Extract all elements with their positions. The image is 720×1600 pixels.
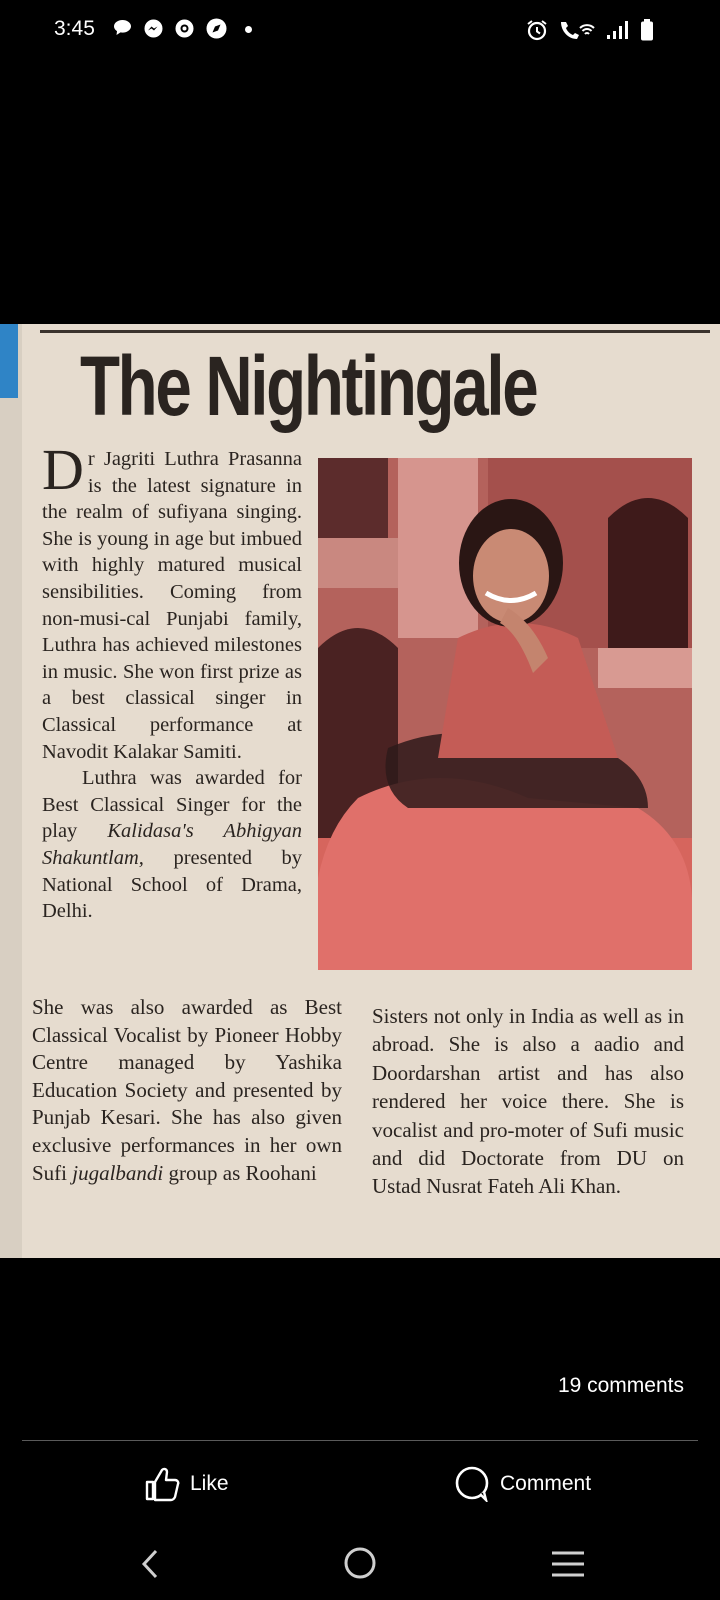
compass-icon	[206, 18, 227, 39]
comments-count[interactable]: 19 comments	[557, 1374, 684, 1397]
paragraph-2-text: Luthra was awarded for Best Classical Singer for the play	[42, 767, 302, 843]
paragraph-2-end: presented by National School of Drama, Delhi.	[42, 846, 302, 923]
article-paragraph-1	[42, 437, 302, 765]
wifi-call-icon	[558, 19, 596, 41]
back-icon[interactable]	[138, 1548, 162, 1580]
app-icon	[175, 19, 194, 38]
status-time: 3:45	[54, 17, 95, 40]
divider	[22, 1440, 698, 1441]
singer-portrait	[318, 458, 692, 970]
article-column-bottom-right: Sisters not only in India as well as in abroad. She is also a aadio and Doordarshan artist and has also rendered her voice there. She is vocalist and pro-moter of Sufi music and did Doctorate from DU on Ustad Nusrat Fateh Ali Khan.	[372, 1004, 684, 1199]
dropcap: D	[42, 437, 84, 502]
recents-icon[interactable]	[550, 1550, 586, 1578]
battery-icon	[640, 19, 654, 41]
alarm-icon	[526, 19, 548, 41]
comment-button[interactable]	[454, 1462, 591, 1506]
article-paragraph-2	[42, 765, 302, 925]
bottom-left-text: She was also awarded as Best Classical Vocalist by Pioneer Hobby Centre managed by Yashika Education Society and presented by Punjab Kesari. She has also given exclusive performances in her own Sufi	[32, 995, 342, 1185]
article-headline: The Nightingale	[80, 339, 537, 433]
photo-tab	[0, 324, 18, 398]
rule-line	[40, 330, 710, 333]
post-photo[interactable]	[0, 324, 720, 1258]
chat-bubble-icon	[113, 19, 132, 36]
paragraph-1-text: r Jagriti Luthra Prasanna is the latest signature in the realm of sufiyana singing. She is young in age but imbued with highly matured musical sensibilities. Coming from non-musi-cal Punjabi family, Luthra has achieved milestones in music. She won first prize as a best classical singer in Classical performance at Navodit Kalakar Samiti.	[42, 448, 302, 763]
bottom-left-end: group as Roohani	[163, 1160, 317, 1185]
messenger-icon	[144, 19, 163, 38]
comment-bubble-icon	[454, 1466, 490, 1502]
like-button[interactable]	[144, 1462, 229, 1506]
status-bar	[0, 0, 720, 60]
play-title: Kalidasa's Abhigyan Shakuntlam,	[42, 820, 302, 869]
dot-icon	[245, 26, 252, 33]
photo-edge	[0, 324, 22, 1258]
like-label: Like	[190, 1472, 229, 1495]
home-icon[interactable]	[343, 1546, 377, 1580]
signal-icon	[606, 19, 630, 41]
jugalbandi-word: jugalbandi	[72, 1160, 164, 1185]
thumbs-up-icon	[144, 1466, 180, 1502]
article-column	[42, 437, 302, 925]
article-column-bottom-left	[32, 994, 342, 1187]
comment-label: Comment	[500, 1472, 592, 1495]
